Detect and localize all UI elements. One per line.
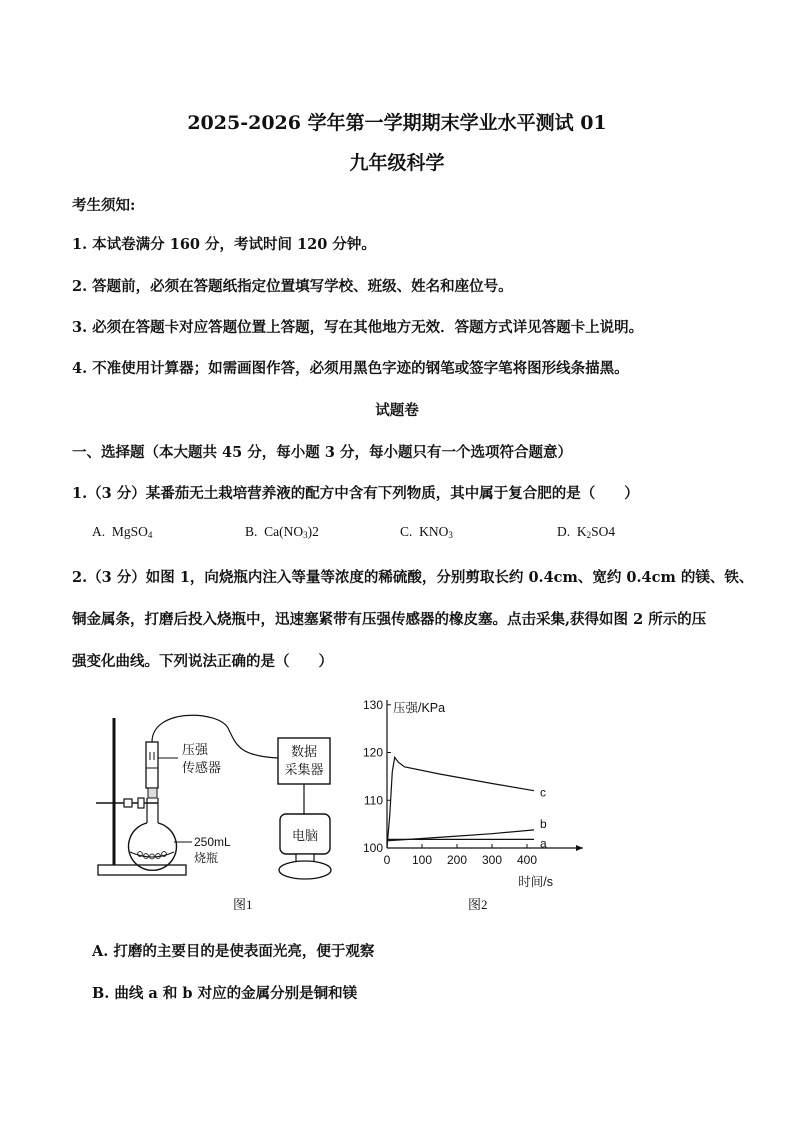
x-tick-label: 0 <box>383 853 391 867</box>
q2-option-b: B. 曲线 a 和 b 对应的金属分别是铜和镁 <box>92 985 358 1002</box>
figure-1-apparatus <box>88 700 348 910</box>
y-axis-label: 压强/KPa <box>393 701 446 715</box>
q1-option-c: C. $KNO_3$ <box>400 524 453 540</box>
y-tick-label: 130 <box>362 697 383 712</box>
page-subtitle: 九年级科学 <box>349 152 445 174</box>
notice-item-3: 3. 必须在答题卡对应答题位置上答题，写在其他地方无效．答题方式详见答题卡上说明。 <box>72 319 644 336</box>
figure-1-caption: 图1 <box>233 897 253 912</box>
x-tick-label: 100 <box>411 853 433 867</box>
x-axis-label: 时间/s <box>518 875 553 889</box>
flask-label-2: 烧瓶 <box>194 851 219 865</box>
figure-2-caption: 图2 <box>468 897 488 912</box>
section-heading: 一、选择题（本大题共 45 分，每小题 3 分，每小题只有一个选项符合题意） <box>72 444 572 461</box>
notice-item-1: 1. 本试卷满分 160 分，考试时间 120 分钟。 <box>72 236 376 253</box>
series-label-a: a <box>540 836 547 851</box>
sensor-label-1: 压强 <box>182 742 209 757</box>
sensor-label-2: 传感器 <box>182 760 222 775</box>
stand-base <box>98 865 186 875</box>
y-tick-label: 120 <box>362 745 383 760</box>
q1-option-d: D. $K_2SO4$ <box>557 524 616 540</box>
y-tick-label: 110 <box>363 793 383 808</box>
series-label-c: c <box>540 785 546 800</box>
notice-heading: 考生须知: <box>72 197 136 214</box>
computer-label: 电脑 <box>291 828 319 843</box>
series-label-b: b <box>540 816 547 831</box>
question-2-line-1: 2.（3 分）如图 1，向烧瓶内注入等量等浓度的稀硫酸，分别剪取长约 0.4cm、宽约 0.4cm 的镁、铁、 <box>72 569 754 586</box>
x-axis-arrow <box>576 845 583 851</box>
series-line-c <box>387 757 534 848</box>
y-tick-label: 100 <box>362 841 383 855</box>
x-tick-label: 200 <box>446 853 468 867</box>
page-title: 2025-2026 学年第一学期期末学业水平测试 01 <box>187 112 607 134</box>
collector-label-2: 采集器 <box>284 762 324 777</box>
q1-option-a: A. MgSO$_4$ <box>92 524 153 540</box>
pressure-sensor <box>146 742 158 788</box>
notice-item-4: 4. 不准使用计算器；如需画图作答，必须用黑色字迹的钢笔或签字笔将图形线条描黑。 <box>72 360 629 377</box>
collector-label-1: 数据 <box>290 744 318 759</box>
paper-label: 试题卷 <box>375 402 419 419</box>
flask <box>129 823 177 870</box>
flask-label-1: 250mL <box>194 835 231 849</box>
cable-sensor <box>152 715 278 758</box>
notice-item-2: 2. 答题前，必须在答题纸指定位置填写学校、班级、姓名和座位号。 <box>72 278 513 295</box>
question-2-line-2: 铜金属条，打磨后投入烧瓶中，迅速塞紧带有压强传感器的橡皮塞。点击采集,获得如图 2 所示的压 <box>72 611 707 628</box>
figure-2-chart <box>350 682 600 892</box>
question-2-line-3: 强变化曲线。下列说法正确的是（ ） <box>72 653 333 670</box>
q1-option-b: B. $Ca(NO_3)2$ <box>245 524 319 540</box>
q2-option-a: A. 打磨的主要目的是使表面光亮，便于观察 <box>92 943 375 960</box>
x-tick-label: 400 <box>516 853 538 867</box>
x-tick-label: 300 <box>481 853 503 867</box>
question-1-stem: 1.（3 分）某番茄无土栽培营养液的配方中含有下列物质，其中属于复合肥的是（ ） <box>72 485 639 502</box>
